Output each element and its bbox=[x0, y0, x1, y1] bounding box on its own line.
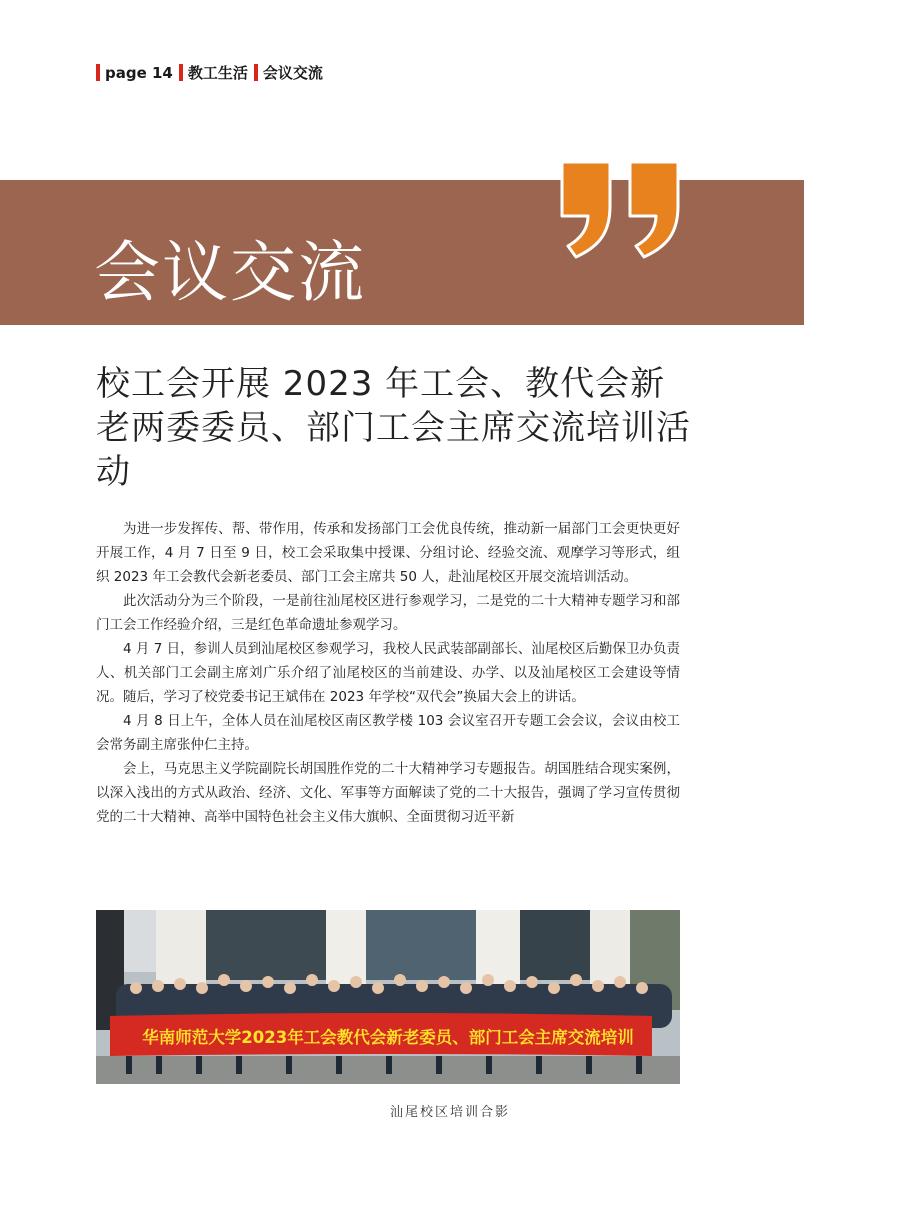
breadcrumb-divider bbox=[96, 64, 100, 81]
group-photo-illustration bbox=[96, 910, 680, 1084]
body-paragraph: 为进一步发挥传、帮、带作用，传承和发扬部门工会优良传统，推动新一届部门工会更快更好开展工作，4 月 7 日至 9 日，校工会采取集中授课、分组讨论、经验交流、观摩学习等形式，组织 2023 年工会教代会新老委员、部门工会主席共 50 人，赴汕尾校区开展交流培训活动。 bbox=[96, 521, 680, 585]
body-paragraph: 此次活动分为三个阶段，一是前往汕尾校区进行参观学习，二是党的二十大精神专题学习和部门工会工作经验介绍，三是红色革命遗址参观学习。 bbox=[96, 593, 680, 633]
subsection-name: 会议交流 bbox=[262, 64, 323, 82]
breadcrumb-divider bbox=[254, 64, 258, 81]
body-paragraph: 4 月 7 日，参训人员到汕尾校区参观学习，我校人民武装部副部长、汕尾校区后勤保卫办负责人、机关部门工会副主席刘广乐介绍了汕尾校区的当前建设、办学、以及汕尾校区工会建设等情况。随后，学习了校党委书记王斌伟在 2023 年学校“双代会”换届大会上的讲话。 bbox=[96, 641, 680, 705]
group-photo bbox=[96, 910, 680, 1084]
closing-quote-icon bbox=[556, 160, 686, 260]
article-title: 校工会开展 2023 年工会、教代会新老两委委员、部门工会主席交流培训活动 bbox=[96, 364, 691, 492]
photo-banner-text: 华南师范大学2023年工会教代会新老委员、部门工会主席交流培训 bbox=[142, 1028, 634, 1047]
banner-title: 会议交流 bbox=[94, 234, 366, 311]
page-number: page 14 bbox=[105, 63, 173, 82]
article-body bbox=[96, 517, 680, 829]
section-name: 教工生活 bbox=[187, 64, 248, 82]
body-paragraph: 会上，马克思主义学院副院长胡国胜作党的二十大精神学习专题报告。胡国胜结合现实案例，以深入浅出的方式从政治、经济、文化、军事等方面解读了党的二十大报告，强调了学习宣传贯彻党的二十大精神、高举中国特色社会主义伟大旗帜、全面贯彻习近平新 bbox=[96, 761, 680, 825]
photo-caption: 汕尾校区培训合影 bbox=[389, 1105, 510, 1120]
breadcrumb bbox=[96, 62, 329, 83]
breadcrumb-divider bbox=[179, 64, 183, 81]
body-paragraph: 4 月 8 日上午，全体人员在汕尾校区南区教学楼 103 会议室召开专题工会会议，会议由校工会常务副主席张仲仁主持。 bbox=[96, 713, 680, 753]
